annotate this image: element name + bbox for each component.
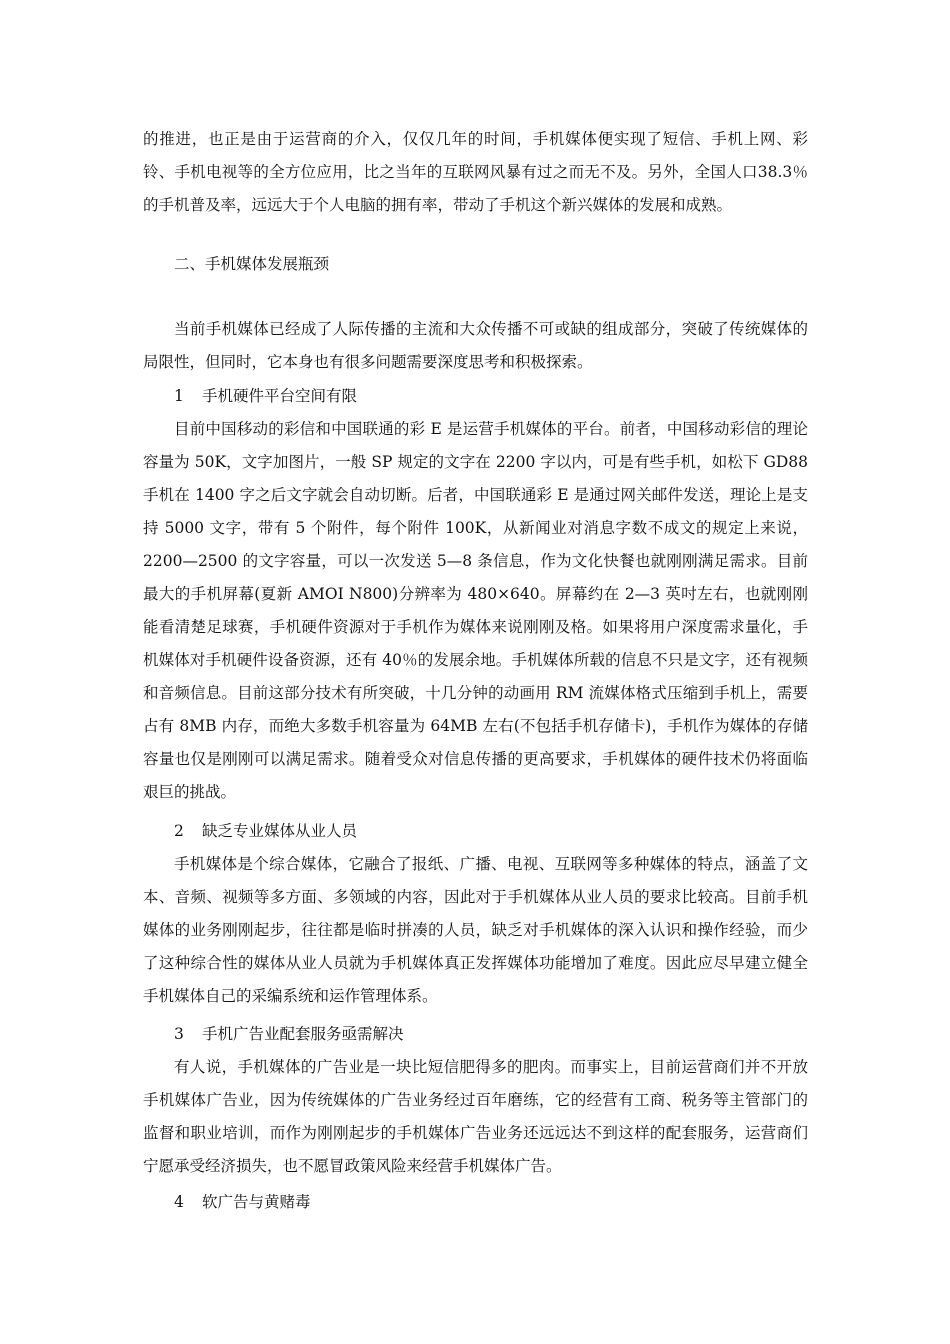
subheading-number: 3 [174, 1025, 184, 1043]
subheading-1 [174, 380, 357, 413]
paragraph-item-2: 手机媒体是个综合媒体，它融合了报纸、广播、电视、互联网等多种媒体的特点，涵盖了文本、音频、视频等多方面、多领域的内容，因此对于手机媒体从业人员的要求比较高。目前手机媒体的业务刚刚起步，往往都是临时拼凑的人员，缺乏对手机媒体的深入认识和操作经验，而少了这种综合性的媒体从业人员就为手机媒体真正发挥媒体功能增加了难度。因此应尽早建立健全手机媒体自己的采编系统和运作管理体系。 [143, 855, 808, 1005]
section-heading: 二、手机媒体发展瓶颈 [174, 255, 330, 273]
paragraph-item-3: 有人说，手机媒体的广告业是一块比短信肥得多的肥肉。而事实上，目前运营商们并不开放手机媒体广告业，因为传统媒体的广告业务经过百年磨练，它的经营有工商、税务等主管部门的监督和职业培训，而作为刚刚起步的手机媒体广告业务还远远达不到这样的配套服务，运营商们宁愿承受经济损失，也不愿冒政策风险来经营手机媒体广告。 [143, 1058, 808, 1175]
subheading-number: 4 [174, 1193, 184, 1211]
subheading-number: 2 [174, 822, 184, 840]
subheading-title: 手机广告业配套服务亟需解决 [202, 1025, 404, 1043]
paragraph-intro: 当前手机媒体已经成了人际传播的主流和大众传播不可或缺的组成部分，突破了传统媒体的局限性，但同时，它本身也有很多问题需要深度思考和积极探索。 [143, 320, 808, 371]
subheading-2 [174, 815, 357, 848]
subheading-title: 手机硬件平台空间有限 [202, 387, 358, 405]
subheading-title: 软广告与黄赌毒 [202, 1193, 311, 1211]
subheading-number: 1 [174, 387, 184, 405]
subheading-3 [174, 1018, 404, 1051]
subheading-title: 缺乏专业媒体从业人员 [202, 822, 358, 840]
paragraph-item-1: 目前中国移动的彩信和中国联通的彩 E 是运营手机媒体的平台。前者，中国移动彩信的理论容量为 50K，文字加图片，一般 SP 规定的文字在 2200 字以内，可是有些手机，如松下 GD88 手机在 1400 字之后文字就会自动切断。后者，中国联通彩 E 是通过网关邮件发送，理论上是支持 5000 文字，带有 5 个附件，每个附件 100K，从新闻业对消息字数不成文的规定上来说，2200—2500 的文字容量，可以一次发送 5—8 条信息，作为文化快餐也就刚刚满足需求。目前最大的手机屏幕(夏新 AMOI N800)分辨率为 480×640。屏幕约在 2—3 英吋左右，也就刚刚能看清楚足球赛，手机硬件资源对于手机作为媒体来说刚刚及格。如果将用户深度需求量化，手机媒体对手机硬件设备资源，还有 40％的发展余地。手机媒体所载的信息不只是文字，还有视频和音频信息。目前这部分技术有所突破，十几分钟的动画用 RM 流媒体格式压缩到手机上，需要占有 8MB 内存，而绝大多数手机容量为 64MB 左右(不包括手机存储卡)，手机作为媒体的存储容量也仅是刚刚可以满足需求。随着受众对信息传播的更高要求，手机媒体的硬件技术仍将面临艰巨的挑战。 [143, 420, 808, 801]
paragraph-continuation: 的推进，也正是由于运营商的介入，仅仅几年的时间，手机媒体便实现了短信、手机上网、彩铃、手机电视等的全方位应用，比之当年的互联网风暴有过之而无不及。另外，全国人口38.3％的手机普及率，远远大于个人电脑的拥有率，带动了手机这个新兴媒体的发展和成熟。 [143, 130, 808, 214]
subheading-4 [174, 1186, 311, 1219]
